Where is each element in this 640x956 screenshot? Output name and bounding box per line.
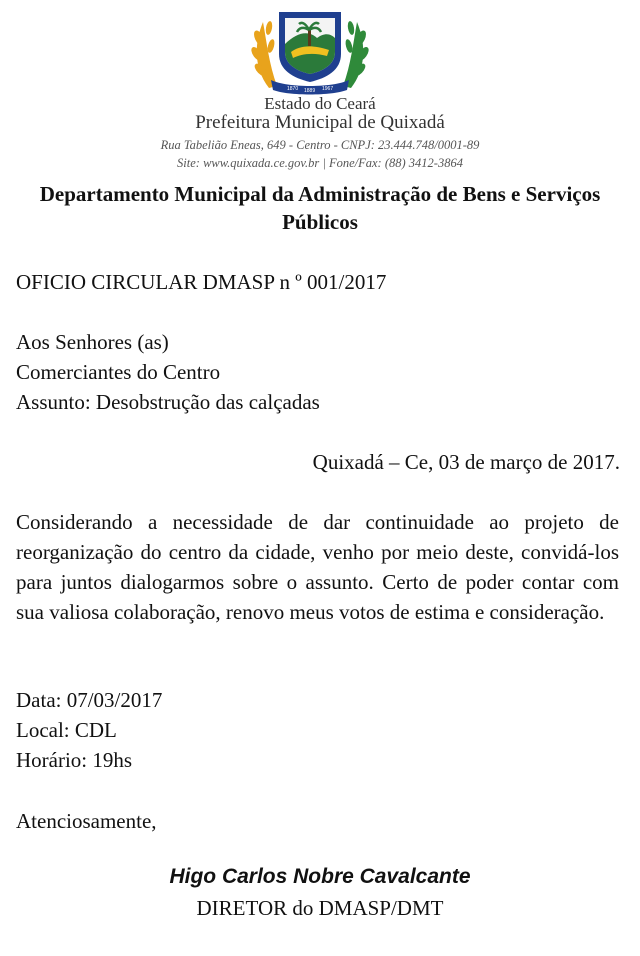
- crest-year-right: 1967: [322, 86, 334, 92]
- letterhead: [0, 0, 640, 178]
- subject-line: Assunto: Desobstrução das calçadas: [16, 390, 320, 414]
- coat-of-arms-icon: [247, 8, 373, 96]
- meeting-location: Local: CDL: [16, 718, 117, 742]
- crest-year-left: 1870: [287, 86, 299, 92]
- recipient-line-2: Comerciantes do Centro: [16, 360, 221, 384]
- letterhead-state: Estado do Ceará: [264, 94, 376, 113]
- oficio-number: OFICIO CIRCULAR DMASP n º 001/2017: [16, 270, 387, 294]
- signatory-title: DIRETOR do DMASP/DMT: [196, 896, 444, 920]
- recipient-line-1: Aos Senhores (as): [16, 330, 169, 354]
- letterhead-address: Rua Tabelião Eneas, 649 - Centro - CNPJ: 23.444.748/0001-89: [160, 138, 480, 152]
- meeting-time: Horário: 19hs: [16, 748, 133, 772]
- place-date: Quixadá – Ce, 03 de março de 2017.: [312, 450, 620, 474]
- department-heading: Departamento Municipal da Administração de Bens e Serviços Públicos: [39, 182, 601, 234]
- letterhead-contact: Site: www.quixada.ce.gov.br | Fone/Fax: (88) 3412-3864: [177, 156, 463, 170]
- crest-year-center: 1889: [304, 88, 316, 94]
- closing: Atenciosamente,: [16, 809, 157, 833]
- signatory-name: Higo Carlos Nobre Cavalcante: [169, 865, 471, 888]
- meeting-date: Data: 07/03/2017: [16, 688, 163, 712]
- letterhead-prefeitura: Prefeitura Municipal de Quixadá: [195, 112, 445, 133]
- body-paragraph: Considerando a necessidade de dar continuidade ao projeto de reorganização do centro da cidade, venho por meio deste, convidá-los para juntos dialogarmos sobre o assunto. Certo de poder contar com sua valiosa colaboração, renovo meus votos de estima e consideração.: [16, 510, 619, 624]
